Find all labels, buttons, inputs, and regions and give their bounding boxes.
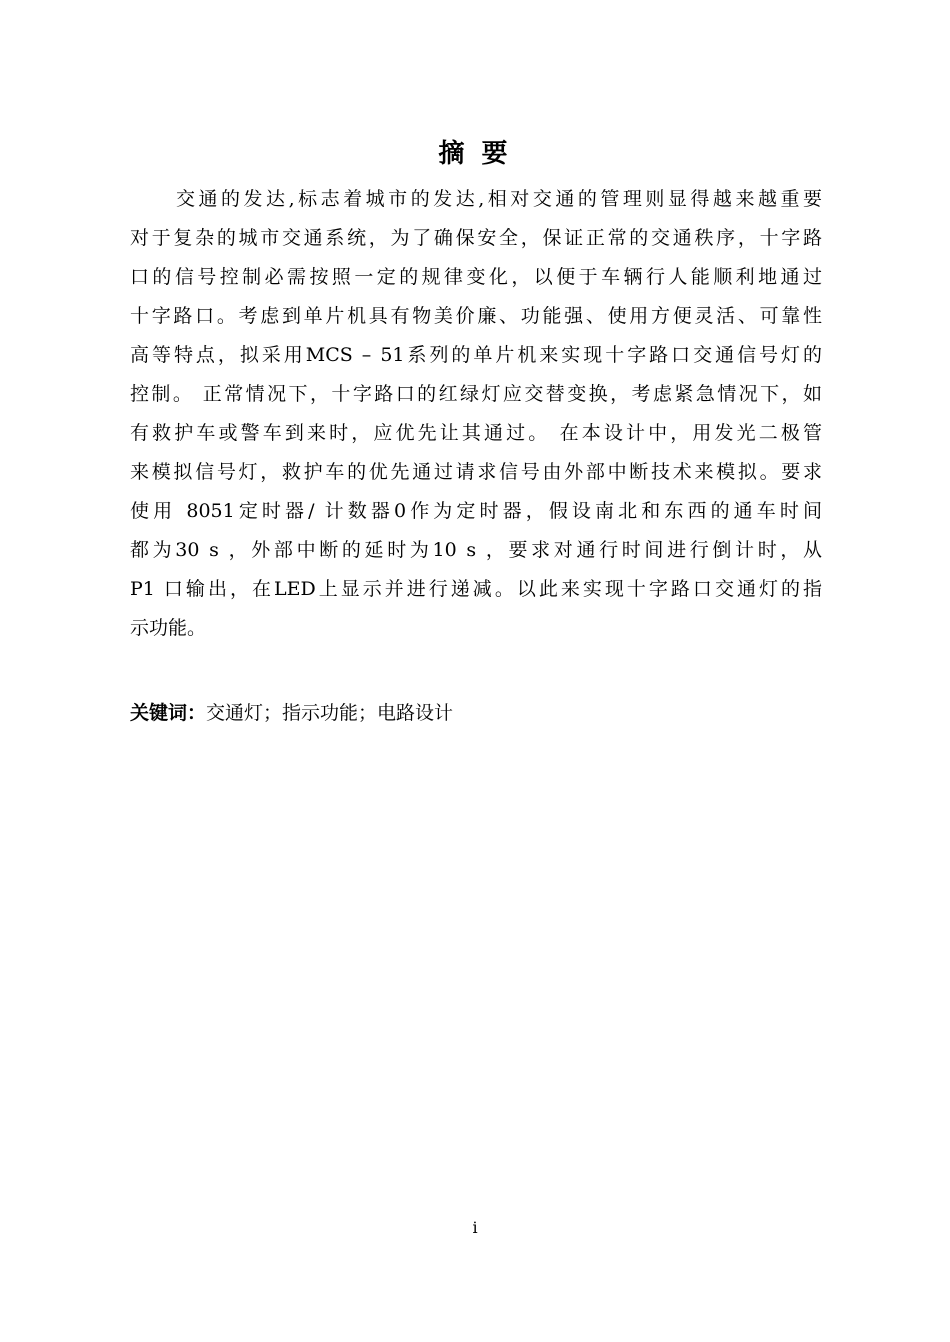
abstract-line: 高等特点，拟采用MCS – 51系列的单片机来实现十字路口交通信号灯的 (130, 344, 822, 366)
keywords-label: 关键词： (130, 702, 207, 724)
abstract-line: 有救护车或警车到来时，应优先让其通过。 在本设计中，用发光二极管 (130, 422, 822, 444)
abstract-line: 使用 8051定时器/ 计数器0作为定时器，假设南北和东西的通车时间 (130, 500, 822, 522)
abstract-title: 摘 要 (438, 139, 512, 169)
abstract-line: 口的信号控制必需按照一定的规律变化，以便于车辆行人能顺利地通过 (130, 266, 822, 288)
abstract-line: P1 口输出，在LED上显示并进行递减。以此来实现十字路口交通灯的指 (130, 578, 822, 600)
abstract-line: 控制。 正常情况下，十字路口的红绿灯应交替变换，考虑紧急情况下，如 (130, 383, 822, 405)
abstract-line: 十字路口。考虑到单片机具有物美价廉、功能强、使用方便灵活、可靠性 (130, 305, 822, 327)
abstract-line: 交通的发达,标志着城市的发达,相对交通的管理则显得越来越重要 (176, 188, 822, 210)
abstract-line: 来模拟信号灯，救护车的优先通过请求信号由外部中断技术来模拟。要求 (130, 461, 822, 483)
keywords-text: 交通灯；指示功能；电路设计 (206, 702, 454, 724)
abstract-line: 对于复杂的城市交通系统，为了确保安全，保证正常的交通秩序，十字路 (130, 227, 822, 249)
abstract-body (130, 180, 822, 648)
page-number: i (472, 1218, 478, 1237)
abstract-line: 示功能。 (130, 617, 207, 639)
abstract-line: 都为30 s ，外部中断的延时为10 s ，要求对通行时间进行倒计时，从 (130, 539, 822, 561)
keywords-line (130, 695, 453, 731)
